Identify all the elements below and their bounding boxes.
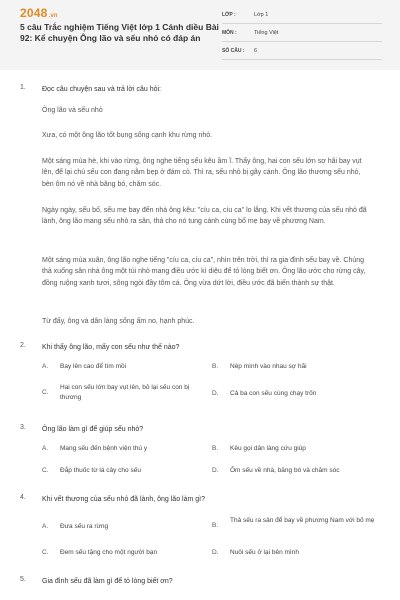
site-logo[interactable] <box>20 6 58 20</box>
question-text: Khi thấy ông lão, mấy con sếu như thế nào? <box>42 344 180 351</box>
option-text: Bay lên cao để tìm mồi <box>60 363 127 370</box>
option-letter: C. <box>42 389 49 396</box>
question-number: 5. <box>20 576 26 583</box>
story-paragraph: Một sáng mùa xuân, ông lão nghe tiếng "cíu ca, cíu ca", nhìn trên trời, thì ra gia đình sếu bay về. Chúng thả xuống sân nhà ông một túi nhỏ mang điều ước kì diệu để tỏ lòng biết ơn. Ông lão ước cho rừng cây, đồng ruộng xanh tươi, sông ngòi đầy tôm cá. Ông vừa dứt lời, điều ước đã biến thành sự thật. <box>42 257 366 287</box>
logo-tld: .vn <box>48 13 58 19</box>
meta-subject-label: MÔN : <box>222 29 237 36</box>
question-number: 2. <box>20 342 26 349</box>
option-letter: C. <box>42 467 49 474</box>
q2-option-d[interactable] <box>212 389 360 399</box>
option-text: Đem sếu tặng cho một người bạn <box>60 549 158 556</box>
worksheet-meta <box>222 6 382 60</box>
question-number: 3. <box>20 424 26 431</box>
question-text: Ông lão làm gì để giúp sếu nhỏ? <box>42 426 144 433</box>
option-letter: C. <box>42 549 49 556</box>
question-number: 1. <box>20 84 26 91</box>
meta-class-value: Lớp 1 <box>254 11 269 18</box>
q2-option-b[interactable] <box>212 362 360 372</box>
meta-subject-row <box>222 24 382 42</box>
meta-count-label: SỐ CÂU : <box>222 47 245 54</box>
story-title: Ông lão và sếu nhỏ <box>42 107 103 114</box>
option-letter: A. <box>42 445 49 452</box>
page-title: 5 câu Trắc nghiệm Tiếng Việt lớp 1 Cánh diều Bài 92: Kể chuyện Ông lão và sếu nhỏ có đáp án <box>20 22 219 43</box>
q2-option-a[interactable] <box>42 362 190 372</box>
option-letter: B. <box>212 363 219 370</box>
option-text: Cả ba con sếu cùng chạy trốn <box>230 390 317 397</box>
meta-class-row <box>222 6 382 24</box>
q3-option-b[interactable] <box>212 444 360 454</box>
option-text: Hai con sếu lớn bay vụt lên, bỏ lại sếu con bị thương <box>60 384 190 401</box>
option-text: Nép mình vào nhau sợ hãi <box>230 363 307 370</box>
option-text: Đắp thuốc từ lá cây cho sếu <box>60 467 141 474</box>
option-letter: A. <box>42 363 49 370</box>
question-text: Đọc câu chuyện sau và trả lời câu hỏi: <box>42 86 161 93</box>
question-number: 4. <box>20 494 26 501</box>
option-text: Nuôi sếu ở lại bên mình <box>230 549 299 556</box>
story-paragraph: Xưa, có một ông lão tốt bụng sống cạnh khu rừng nhỏ. <box>42 132 213 139</box>
option-text: Mang sếu đến bệnh viện thú y <box>60 445 148 452</box>
q4-option-a[interactable] <box>42 522 190 532</box>
question-2 <box>20 342 390 354</box>
story-paragraph: Từ đấy, ông và dân làng sống ấm no, hạnh phúc. <box>42 318 195 325</box>
q2-option-c[interactable] <box>42 383 190 402</box>
option-letter: D. <box>212 549 219 556</box>
question-4 <box>20 494 390 506</box>
option-text: Kêu gọi dân làng cứu giúp <box>230 445 306 452</box>
q4-option-d[interactable] <box>212 548 360 558</box>
meta-count-value: 6 <box>254 47 258 54</box>
worksheet-header <box>0 0 400 70</box>
question-text: Khi vết thương của sếu nhỏ đã lành, ông lão làm gì? <box>42 496 205 503</box>
question-5 <box>20 576 390 588</box>
q4-option-c[interactable] <box>42 548 190 558</box>
option-letter: B. <box>212 445 219 452</box>
q3-option-a[interactable] <box>42 444 190 454</box>
option-letter: A. <box>42 523 49 530</box>
question-text: Gia đình sếu đã làm gì để tỏ lòng biết ơn? <box>42 578 173 585</box>
option-text: Thả sếu ra sân để bay về phương Nam với bố mẹ <box>230 517 375 524</box>
option-letter: D. <box>212 390 219 397</box>
option-text: Đưa sếu ra rừng <box>60 523 109 530</box>
question-3 <box>20 424 390 436</box>
option-text: Ôm sếu về nhà, băng bó và chăm sóc <box>230 467 340 474</box>
story-paragraph: Ngày ngày, sếu bố, sếu mẹ bay đến nhà ông kêu: "cíu ca, cíu ca" lo lắng. Khi vết thương của sếu nhỏ đã lành, ông lão mang sếu nhỏ ra sân, thả cho nó tung cánh cùng bố mẹ bay về phương Nam. <box>42 207 367 226</box>
q3-option-d[interactable] <box>212 466 380 476</box>
question-1 <box>20 84 390 96</box>
logo-name: 2048 <box>20 6 48 20</box>
story-paragraph: Một sáng mùa hè, khi vào rừng, ông nghe tiếng sếu kêu ầm ĩ. Thấy ông, hai con sếu lớn sợ hãi bay vụt lên, để lại chú sếu con đang nằm bẹp ở đám cỏ. Thì ra, sếu nhỏ bị gãy cánh. Ông lão thương sếu nhỏ, bèn ôm nó về nhà băng bó, chăm sóc. <box>42 158 362 188</box>
q3-option-c[interactable] <box>42 466 190 476</box>
meta-subject-value: Tiếng Việt <box>254 29 279 36</box>
q4-option-b[interactable] <box>212 516 378 529</box>
meta-count-row <box>222 42 382 60</box>
option-letter: D. <box>212 467 219 474</box>
meta-class-label: LỚP : <box>222 11 236 18</box>
option-letter: B. <box>212 522 219 529</box>
